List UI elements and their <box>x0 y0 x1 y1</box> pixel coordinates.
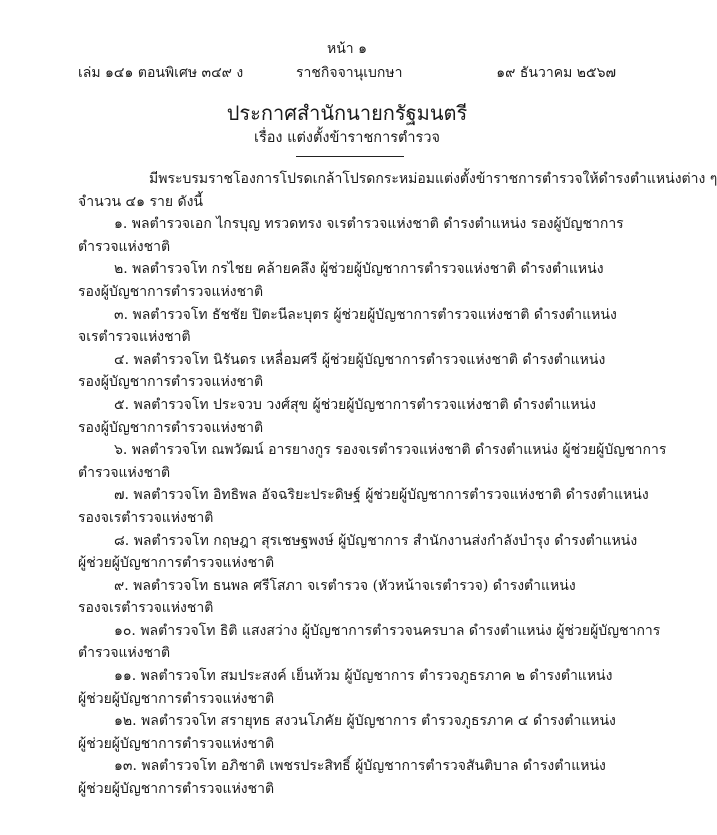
volume-issue: เล่ม ๑๔๑ ตอนพิเศษ ๓๔๙ ง <box>78 65 244 81</box>
intro-line: จำนวน ๔๑ ราย ดังนี้ <box>78 193 203 210</box>
entry-first-line: ๕. พลตำรวจโท ประจวบ วงศ์สุข ผู้ช่วยผู้บัญชาการตำรวจแห่งชาติ ดำรงตำแหน่ง <box>114 396 596 413</box>
entry-continuation: ตำรวจแห่งชาติ <box>78 464 171 481</box>
announcement-subject: เรื่อง แต่งตั้งข้าราชการตำรวจ <box>253 130 440 146</box>
intro-line: มีพระบรมราชโองการโปรดเกล้าโปรดกระหม่อมแต่งตั้งข้าราชการตำรวจให้ดำรงตำแหน่งต่าง ๆ <box>149 171 717 187</box>
entry-continuation: ตำรวจแห่งชาติ <box>78 645 171 662</box>
entry-first-line: ๖. พลตำรวจโท ณพวัฒน์ อารยางกูร รองจเรตำรวจแห่งชาติ ดำรงตำแหน่ง ผู้ช่วยผู้บัญชาการ <box>114 442 667 459</box>
entry-first-line: ๑. พลตำรวจเอก ไกรบุญ ทรวดทรง จเรตำรวจแห่งชาติ ดำรงตำแหน่ง รองผู้บัญชาการ <box>114 216 624 233</box>
entry-continuation: รองจเรตำรวจแห่งชาติ <box>78 600 214 617</box>
entry-continuation: ผู้ช่วยผู้บัญชาการตำรวจแห่งชาติ <box>78 555 275 572</box>
page-number: หน้า ๑ <box>327 41 367 57</box>
entry-first-line: ๘. พลตำรวจโท กฤษฎา สุรเชษฐพงษ์ ผู้บัญชาการ สำนักงานส่งกำลังบำรุง ดำรงตำแหน่ง <box>114 532 638 549</box>
entry-first-line: ๑๓. พลตำรวจโท อภิชาติ เพชรประสิทธิ์ ผู้บัญชาการตำรวจสันติบาล ดำรงตำแหน่ง <box>114 758 606 775</box>
entry-continuation: ผู้ช่วยผู้บัญชาการตำรวจแห่งชาติ <box>78 781 275 798</box>
publication-date: ๑๙ ธันวาคม ๒๕๖๗ <box>496 65 616 81</box>
publication-name: ราชกิจจานุเบกษา <box>296 65 403 81</box>
announcement-title: ประกาศสำนักนายกรัฐมนตรี <box>226 101 468 125</box>
title-divider <box>296 156 404 157</box>
entry-first-line: ๑๒. พลตำรวจโท สรายุทธ สงวนโภคัย ผู้บัญชาการ ตำรวจภูธรภาค ๔ ดำรงตำแหน่ง <box>114 713 616 730</box>
entry-first-line: ๒. พลตำรวจโท กรไชย คล้ายคลึง ผู้ช่วยผู้บัญชาการตำรวจแห่งชาติ ดำรงตำแหน่ง <box>114 261 604 278</box>
entry-continuation: รองผู้บัญชาการตำรวจแห่งชาติ <box>78 419 264 436</box>
entry-first-line: ๙. พลตำรวจโท ธนพล ศรีโสภา จเรตำรวจ (หัวหน้าจเรตำรวจ) ดำรงตำแหน่ง <box>114 577 576 594</box>
entry-first-line: ๑๐. พลตำรวจโท ธิติ แสงสว่าง ผู้บัญชาการตำรวจนครบาล ดำรงตำแหน่ง ผู้ช่วยผู้บัญชาการ <box>114 622 661 639</box>
entry-continuation: รองผู้บัญชาการตำรวจแห่งชาติ <box>78 374 264 391</box>
entry-continuation: รองผู้บัญชาการตำรวจแห่งชาติ <box>78 283 264 300</box>
entry-first-line: ๗. พลตำรวจโท อิทธิพล อัจฉริยะประดิษฐ์ ผู้ช่วยผู้บัญชาการตำรวจแห่งชาติ ดำรงตำแหน่ง <box>114 487 649 504</box>
entry-continuation: รองจเรตำรวจแห่งชาติ <box>78 509 214 526</box>
entry-continuation: ผู้ช่วยผู้บัญชาการตำรวจแห่งชาติ <box>78 735 275 752</box>
entry-continuation: จเรตำรวจแห่งชาติ <box>78 329 191 346</box>
entry-first-line: ๑๑. พลตำรวจโท สมประสงค์ เย็นท้วม ผู้บัญชาการ ตำรวจภูธรภาค ๒ ดำรงตำแหน่ง <box>114 668 613 685</box>
entry-continuation: ผู้ช่วยผู้บัญชาการตำรวจแห่งชาติ <box>78 690 275 707</box>
announcement-body <box>78 168 717 801</box>
entry-first-line: ๓. พลตำรวจโท ธัชชัย ปิตะนีละบุตร ผู้ช่วยผู้บัญชาการตำรวจแห่งชาติ ดำรงตำแหน่ง <box>114 306 617 323</box>
entry-continuation: ตำรวจแห่งชาติ <box>78 238 171 255</box>
entry-first-line: ๔. พลตำรวจโท นิรันดร เหลื่อมศรี ผู้ช่วยผู้บัญชาการตำรวจแห่งชาติ ดำรงตำแหน่ง <box>114 351 606 368</box>
